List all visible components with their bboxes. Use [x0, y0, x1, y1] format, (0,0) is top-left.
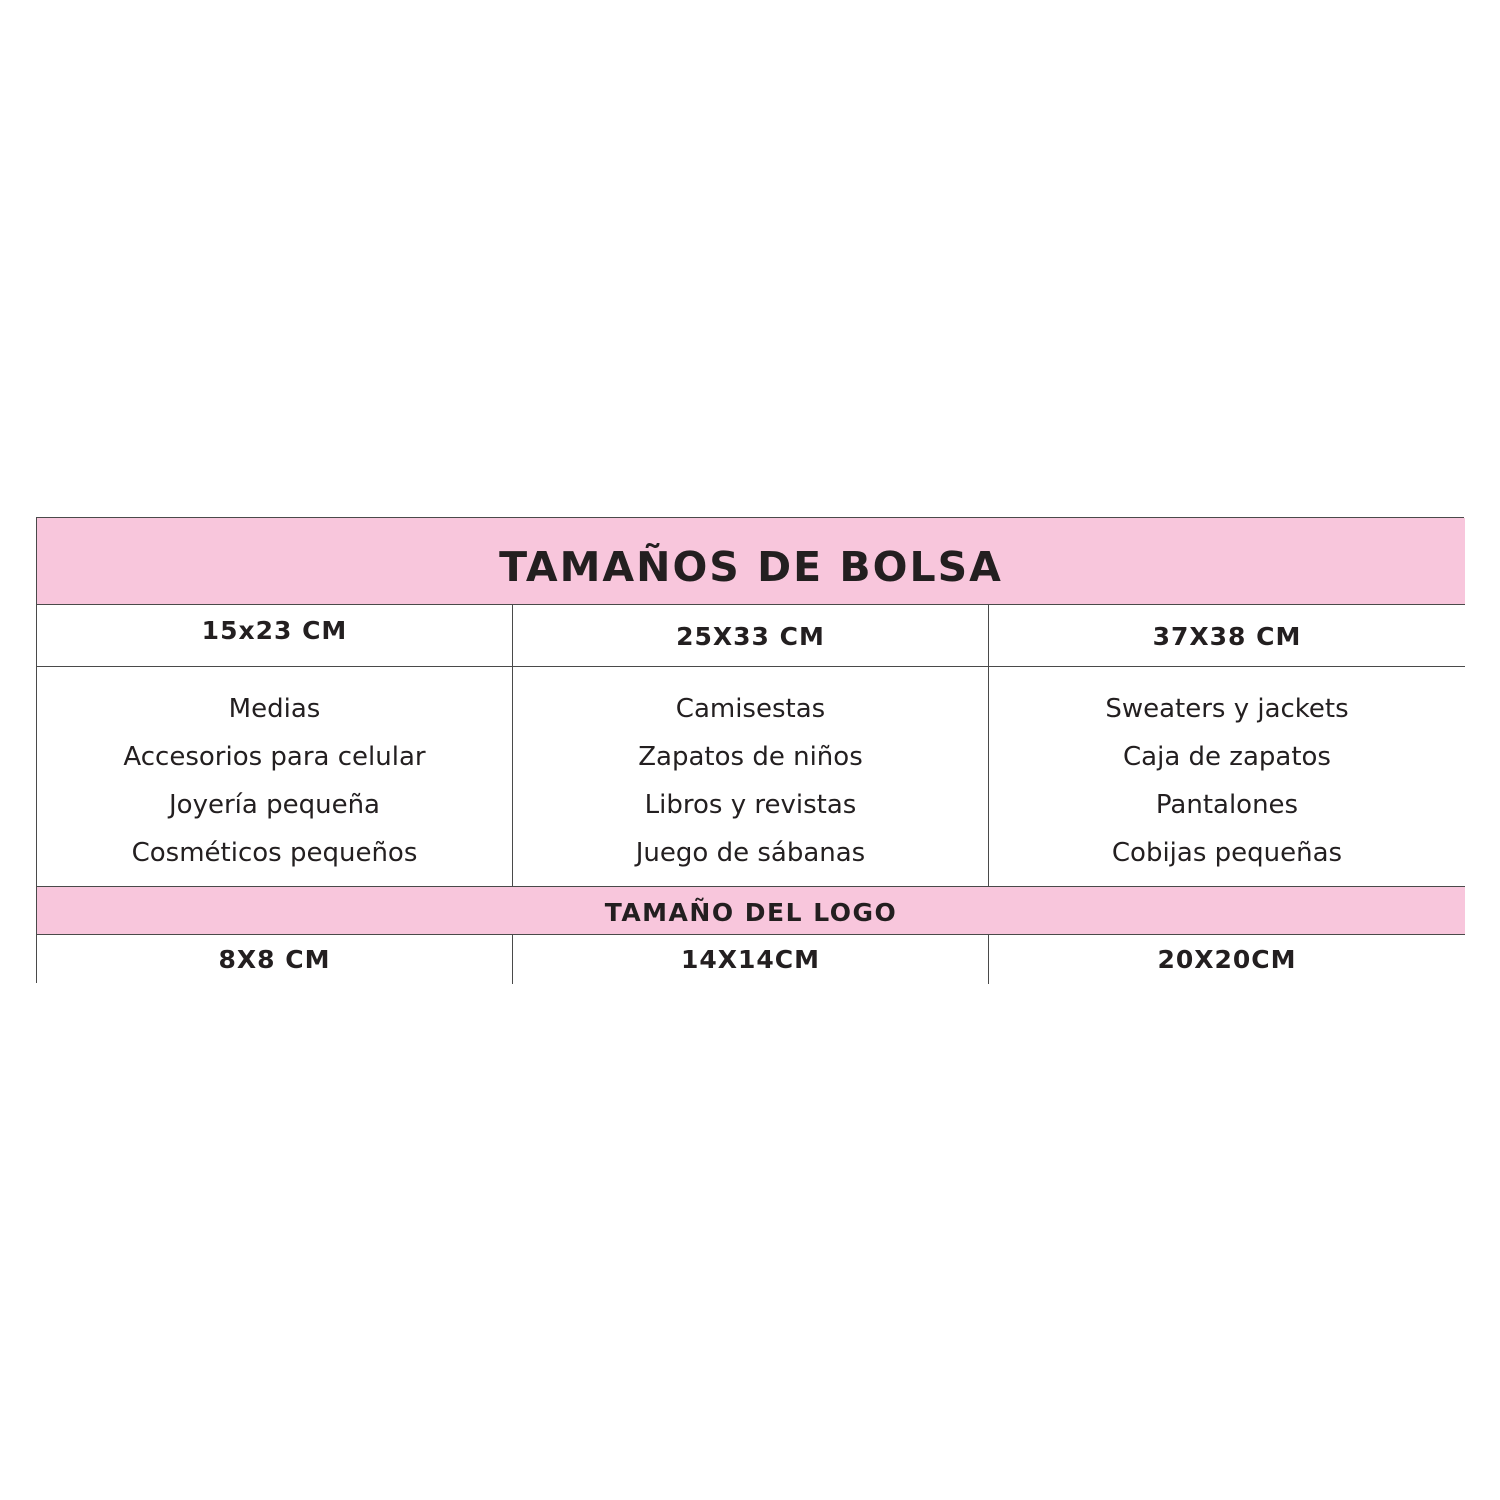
- list-item: Caja de zapatos: [1123, 742, 1331, 772]
- bag-size-medium: 25X33 CM: [513, 605, 989, 667]
- list-item: Camisestas: [675, 694, 826, 724]
- list-item: Sweaters y jackets: [1105, 694, 1349, 724]
- list-item: Accesorios para celular: [123, 742, 426, 772]
- items-list-small: [37, 667, 513, 886]
- table-title: TAMAÑOS DE BOLSA: [37, 518, 1465, 605]
- list-item: Joyería pequeña: [169, 790, 380, 820]
- list-item: Cosméticos pequeños: [131, 838, 418, 868]
- items-list-large: [989, 667, 1465, 886]
- bag-size-small: 15x23 CM: [37, 605, 513, 667]
- logo-size-large: 20X20CM: [989, 935, 1465, 984]
- list-item: Cobijas pequeñas: [1111, 838, 1343, 868]
- list-item: Juego de sábanas: [635, 838, 866, 868]
- list-item: Libros y revistas: [644, 790, 857, 820]
- logo-size-small: 8X8 CM: [37, 935, 513, 984]
- logo-size-title: TAMAÑO DEL LOGO: [37, 886, 1465, 935]
- list-item: Pantalones: [1155, 790, 1299, 820]
- list-item: Zapatos de niños: [638, 742, 863, 772]
- items-list-medium: [513, 667, 989, 886]
- bag-size-table: [36, 517, 1464, 983]
- list-item: Medias: [228, 694, 321, 724]
- bag-size-large: 37X38 CM: [989, 605, 1465, 667]
- logo-size-medium: 14X14CM: [513, 935, 989, 984]
